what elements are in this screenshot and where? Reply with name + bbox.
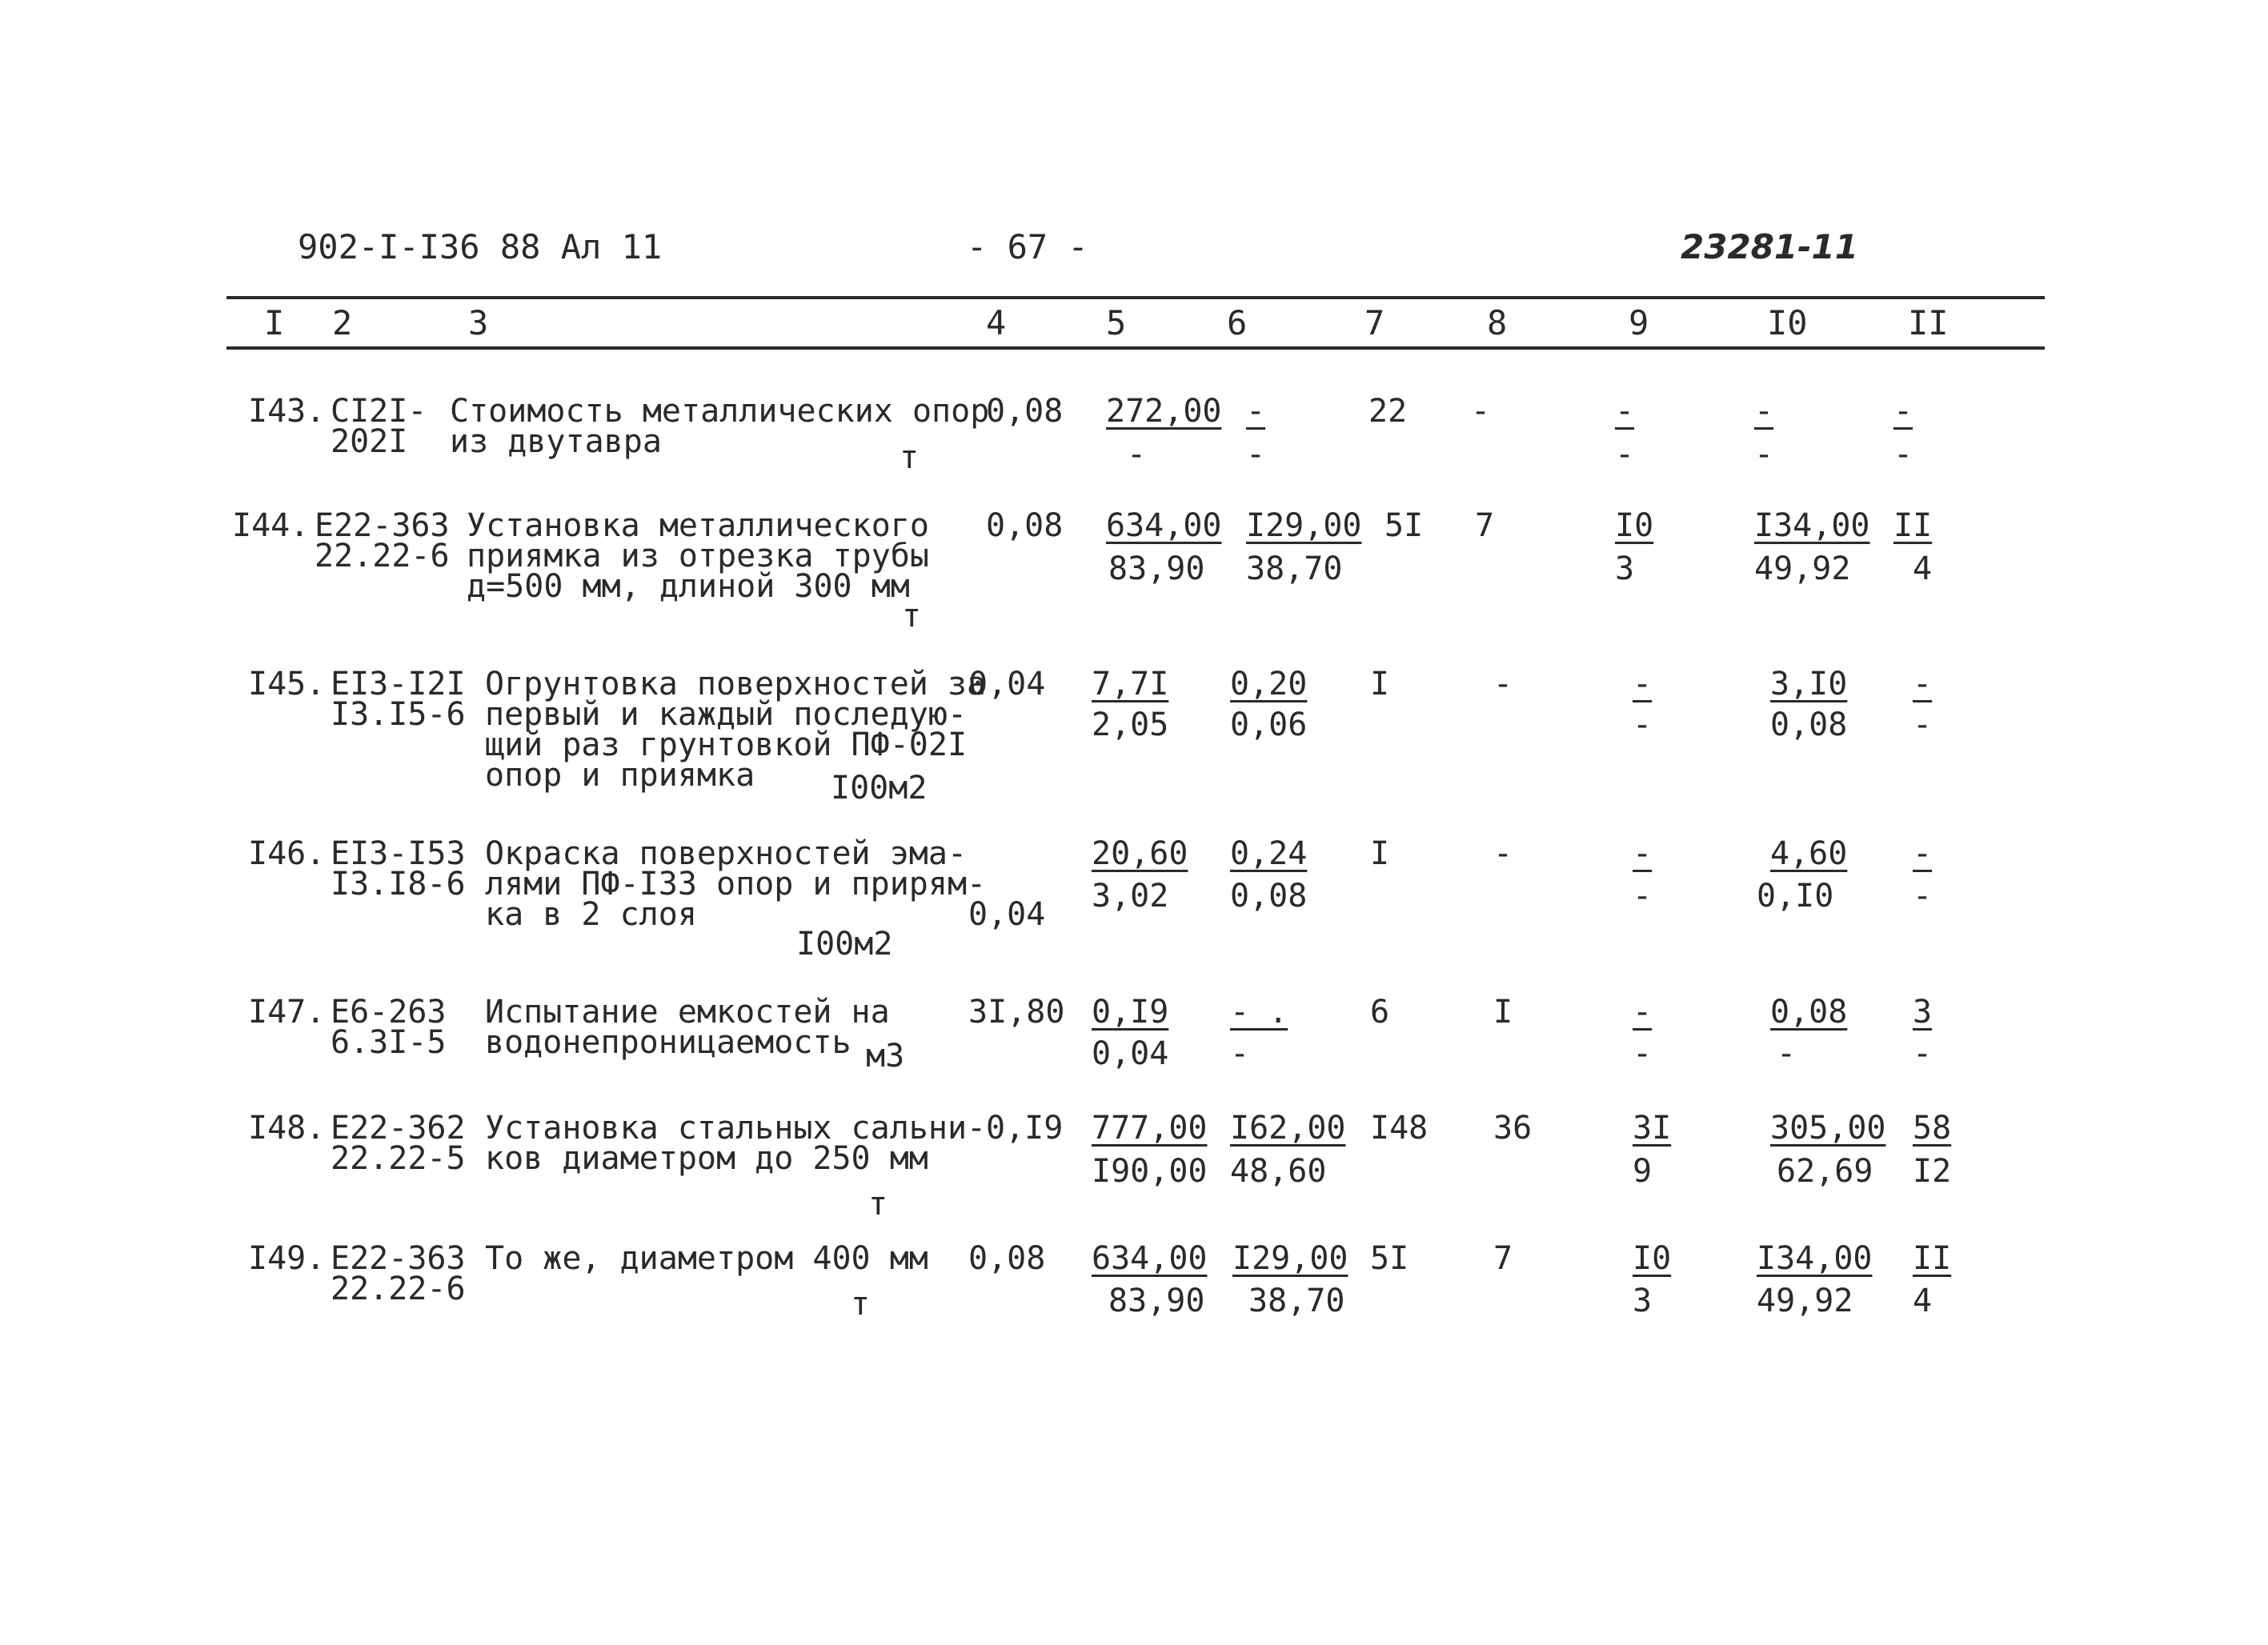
cell-8: - [1471,393,1491,430]
row-number: I47. [248,994,326,1031]
row-code: 202I [331,423,408,460]
cell-6-top: 0,24 [1230,835,1308,872]
right-code: 23281-11 [1681,227,1858,266]
cell-6-bottom: 38,70 [1246,550,1343,587]
cell-5-bottom: - [1127,436,1147,473]
row-description: первый и каждый последую- [485,696,968,733]
row-code: E22-363 [331,1240,466,1277]
cell-9-bottom: 9 [1633,1153,1653,1190]
header-bottom-rule [226,346,2045,350]
row-code: 22.22-5 [331,1140,466,1177]
cell-11-bottom: 4 [1913,1283,1933,1319]
cell-6-bottom: 0,06 [1230,706,1308,743]
cell-5-top: 7,7I [1092,666,1169,702]
row-description: Огрунтовка поверхностей за [485,666,987,702]
cell-10-bottom: 0,08 [1770,706,1848,743]
row-quantity: 0,04 [968,666,1046,702]
column-header: I0 [1767,303,1808,342]
row-unit: м3 [866,1038,905,1075]
cell-5-top: 0,I9 [1092,994,1169,1031]
cell-8: 7 [1475,507,1495,544]
cell-8: - [1493,666,1513,702]
cell-10-bottom: 49,92 [1754,550,1851,587]
row-quantity: 0,04 [968,896,1046,933]
cell-10-top: I34,00 [1757,1240,1873,1277]
cell-6-top: 0,20 [1230,666,1308,702]
column-header: I [264,303,285,342]
row-description: приямка из отрезка трубы [467,538,929,574]
column-header: 2 [332,303,353,342]
cell-10-top: 3,I0 [1770,666,1848,702]
cell-10-bottom: 0,I0 [1757,878,1834,915]
cell-11-bottom: - [1913,878,1933,915]
cell-5-top: 20,60 [1092,835,1188,872]
cell-6-top: I62,00 [1230,1110,1346,1147]
cell-5-top: 634,00 [1092,1240,1208,1277]
cell-8: 36 [1493,1110,1533,1147]
cell-9-top: - [1633,835,1653,872]
row-unit: I00м2 [796,926,893,963]
cell-9-top: - [1633,994,1653,1031]
row-code: I3.I8-6 [331,866,466,903]
cell-11-top: 58 [1913,1110,1952,1147]
header-top-rule [226,296,2045,299]
cell-11-bottom: I2 [1913,1153,1952,1190]
cell-10-top: I34,00 [1754,507,1870,544]
row-description: ка в 2 слоя [485,896,697,933]
row-unit: т [900,439,920,476]
cell-11-top: II [1913,1240,1952,1277]
cell-5-top: 634,00 [1106,507,1222,544]
cell-6-bottom: 38,70 [1248,1283,1345,1319]
document-code: 902-I-I36 88 Ал 11 [298,227,663,266]
row-quantity: 0,08 [986,507,1064,544]
cell-11-bottom: 4 [1913,550,1933,587]
row-description: д=500 мм, длиной 300 мм [467,568,910,605]
row-unit: т [902,598,922,634]
cell-10-bottom: - [1754,436,1774,473]
row-quantity: 0,08 [986,393,1064,430]
cell-7: I [1370,835,1390,872]
cell-8: - [1493,835,1513,872]
row-number: I46. [248,835,326,872]
row-code: 6.3I-5 [331,1024,447,1061]
cell-5-bottom: 3,02 [1092,878,1169,915]
row-unit: т [868,1186,888,1223]
row-description: Испытание емкостей на [485,994,890,1031]
row-quantity: 0,08 [968,1240,1046,1277]
cell-6-top: I29,00 [1232,1240,1348,1277]
cell-7: 22 [1368,393,1408,430]
row-description: То же, диаметром 400 мм [485,1240,928,1277]
cell-5-bottom: 2,05 [1092,706,1169,743]
cell-9-top: I0 [1633,1240,1672,1277]
cell-6-top: - [1246,393,1266,430]
cell-11-bottom: - [1893,436,1913,473]
cell-11-top: - [1913,835,1933,872]
row-code: E6-263 [331,994,447,1031]
row-number: I49. [248,1240,326,1277]
row-code: I3.I5-6 [331,696,466,733]
cell-7: I48 [1370,1110,1429,1147]
cell-9-bottom: - [1633,706,1653,743]
cell-6-bottom: 48,60 [1230,1153,1327,1190]
column-header: 8 [1487,303,1508,342]
row-description: лями ПФ-I33 опор и прирям- [485,866,987,903]
column-header: 5 [1106,303,1127,342]
cell-11-bottom: - [1913,706,1933,743]
row-number: I44. [232,507,310,544]
row-quantity: 3I,80 [968,994,1065,1031]
row-description: ков диаметром до 250 мм [485,1140,928,1177]
row-code: CI2I- [331,393,427,430]
column-header: 7 [1364,303,1385,342]
column-header: 4 [986,303,1007,342]
column-header: 6 [1227,303,1248,342]
row-quantity: 0,I9 [986,1110,1064,1147]
row-description: из двутавра [450,423,662,460]
cell-9-top: - [1633,666,1653,702]
row-code: 22.22-6 [331,1271,466,1307]
cell-10-bottom: 49,92 [1757,1283,1853,1319]
cell-11-top: II [1893,507,1933,544]
cell-9-bottom: - [1633,1035,1653,1072]
row-description: Установка металлического [467,507,929,544]
row-code: E22-362 [331,1110,466,1147]
cell-10-top: 305,00 [1770,1110,1886,1147]
column-header: II [1908,303,1949,342]
row-unit: т [851,1286,871,1323]
cell-9-bottom: - [1633,878,1653,915]
cell-10-top: - [1754,393,1774,430]
cell-7: 6 [1370,994,1390,1031]
cell-11-top: - [1913,666,1933,702]
row-description: водонепроницаемость [485,1024,852,1061]
row-description: опор и приямка [485,757,755,794]
cell-6-bottom: - [1246,436,1266,473]
column-header: 9 [1629,303,1649,342]
cell-10-bottom: - [1777,1035,1797,1072]
cell-5-top: 777,00 [1092,1110,1208,1147]
row-description: Установка стальных сальни- [485,1110,987,1147]
cell-11-top: 3 [1913,994,1933,1031]
row-number: I48. [248,1110,326,1147]
row-unit: I00м2 [831,770,928,806]
cell-6-top: I29,00 [1246,507,1362,544]
row-description: щий раз грунтовкой ПФ-02I [485,726,968,763]
cell-5-bottom: I90,00 [1092,1153,1208,1190]
cell-9-top: I0 [1615,507,1654,544]
cell-8: I [1493,994,1513,1031]
row-code: 22.22-6 [315,538,450,574]
row-code: E22-363 [315,507,450,544]
cell-9-top: 3I [1633,1110,1672,1147]
cell-5-bottom: 0,04 [1092,1035,1169,1072]
cell-5-bottom: 83,90 [1108,1283,1205,1319]
cell-10-top: 0,08 [1770,994,1848,1031]
cell-11-bottom: - [1913,1035,1933,1072]
cell-10-bottom: 62,69 [1777,1153,1873,1190]
cell-11-top: - [1893,393,1913,430]
row-number: I43. [248,393,326,430]
row-code: EI3-I53 [331,835,466,872]
cell-10-top: 4,60 [1770,835,1848,872]
cell-9-bottom: 3 [1615,550,1635,587]
column-header: 3 [468,303,489,342]
cell-6-bottom: 0,08 [1230,878,1308,915]
row-code: EI3-I2I [331,666,466,702]
cell-6-top: - . [1230,994,1288,1031]
cell-7: I [1370,666,1390,702]
cell-7: 5I [1370,1240,1409,1277]
row-description: Окраска поверхностей эма- [485,835,968,872]
row-description: Стоимость металлических опор [450,393,990,430]
cell-8: 7 [1493,1240,1513,1277]
cell-5-top: 272,00 [1106,393,1222,430]
cell-5-bottom: 83,90 [1108,550,1205,587]
cell-9-bottom: - [1615,436,1635,473]
cell-9-bottom: 3 [1633,1283,1653,1319]
row-number: I45. [248,666,326,702]
cell-7: 5I [1384,507,1424,544]
cell-6-bottom: - [1230,1035,1250,1072]
page-number: - 67 - [967,227,1088,266]
cell-9-top: - [1615,393,1635,430]
